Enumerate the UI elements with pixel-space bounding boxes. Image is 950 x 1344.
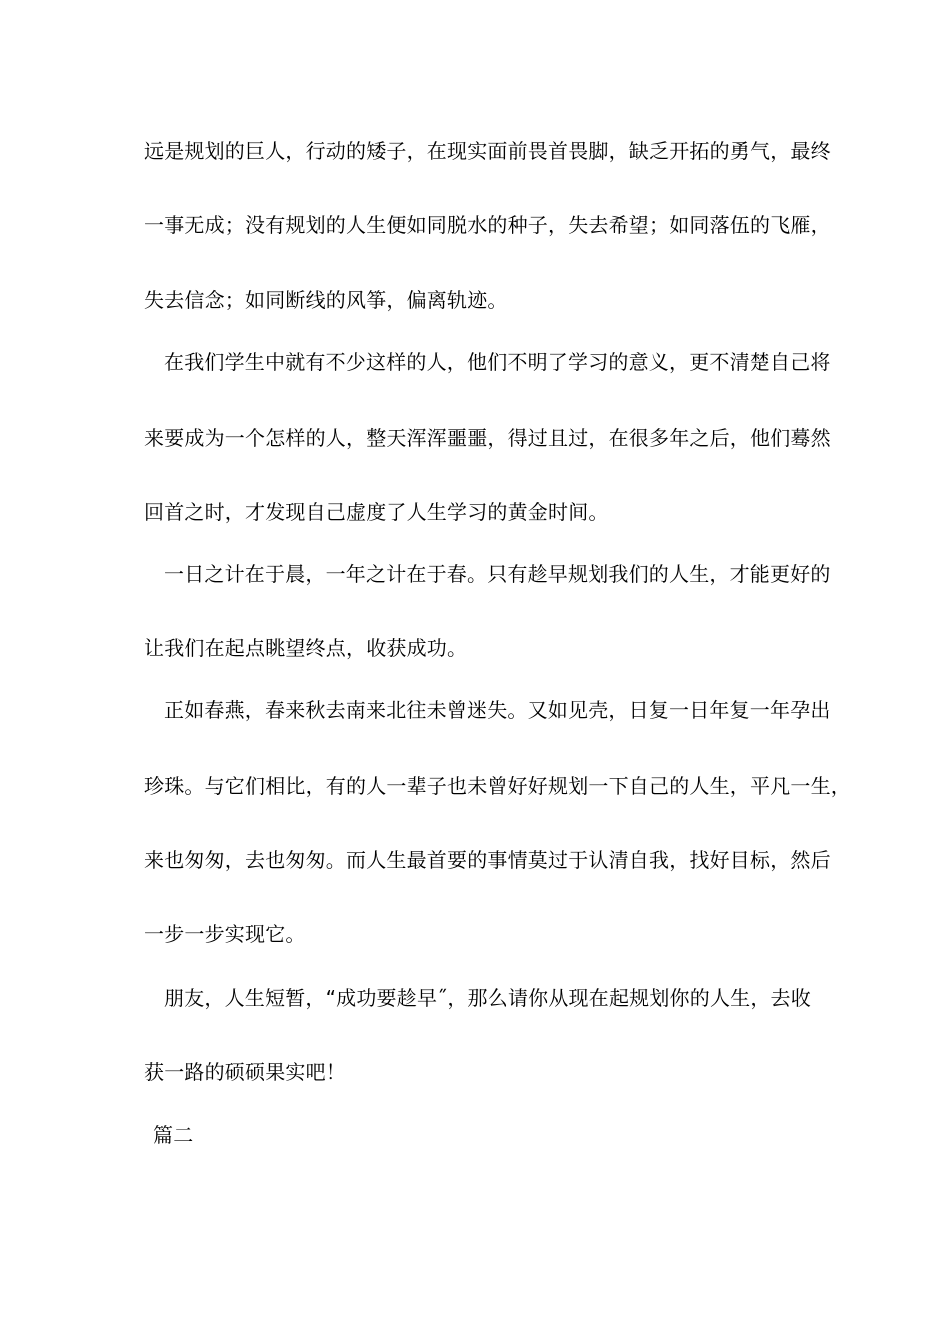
text-line: 一事无成；没有规划的人生便如同脱水的种子，失去希望；如同落伍的飞雁， [144, 213, 831, 237]
paragraph-start-line: 朋友，人生短暂，“成功要趁早˝，那么请你从现在起规划你的人生，去收 [164, 986, 811, 1010]
text-line: 一步一步实现它。 [144, 922, 306, 946]
section-heading: 篇二 [153, 1123, 194, 1147]
text-line: 让我们在起点眺望终点，收获成功。 [144, 636, 468, 660]
text-line: 珍珠。与它们相比，有的人一辈子也未曾好好规划一下自己的人生，平凡一生， [144, 774, 851, 798]
text-line: 失去信念；如同断线的风筝，偏离轨迹。 [144, 288, 508, 312]
text-line: 远是规划的巨人，行动的矮子，在现实面前畏首畏脚，缺乏开拓的勇气，最终 [144, 139, 831, 163]
paragraph-start-line: 一日之计在于晨，一年之计在于春。只有趁早规划我们的人生，才能更好的 [164, 562, 831, 586]
text-line: 回首之时，才发现自己虚度了人生学习的黄金时间。 [144, 500, 609, 524]
text-line: 来要成为一个怎样的人，整天浑浑噩噩，得过且过，在很多年之后，他们蓦然 [144, 426, 831, 450]
text-line: 获一路的硕硕果实吧！ [144, 1060, 346, 1084]
paragraph-start-line: 正如春燕，春来秋去南来北往未曾迷失。又如见壳，日复一日年复一年孕出 [164, 698, 831, 722]
text-line: 来也匆匆，去也匆匆。而人生最首要的事情莫过于认清自我，找好目标，然后 [144, 848, 831, 872]
paragraph-start-line: 在我们学生中就有不少这样的人，他们不明了学习的意义，更不清楚自己将 [164, 350, 831, 374]
